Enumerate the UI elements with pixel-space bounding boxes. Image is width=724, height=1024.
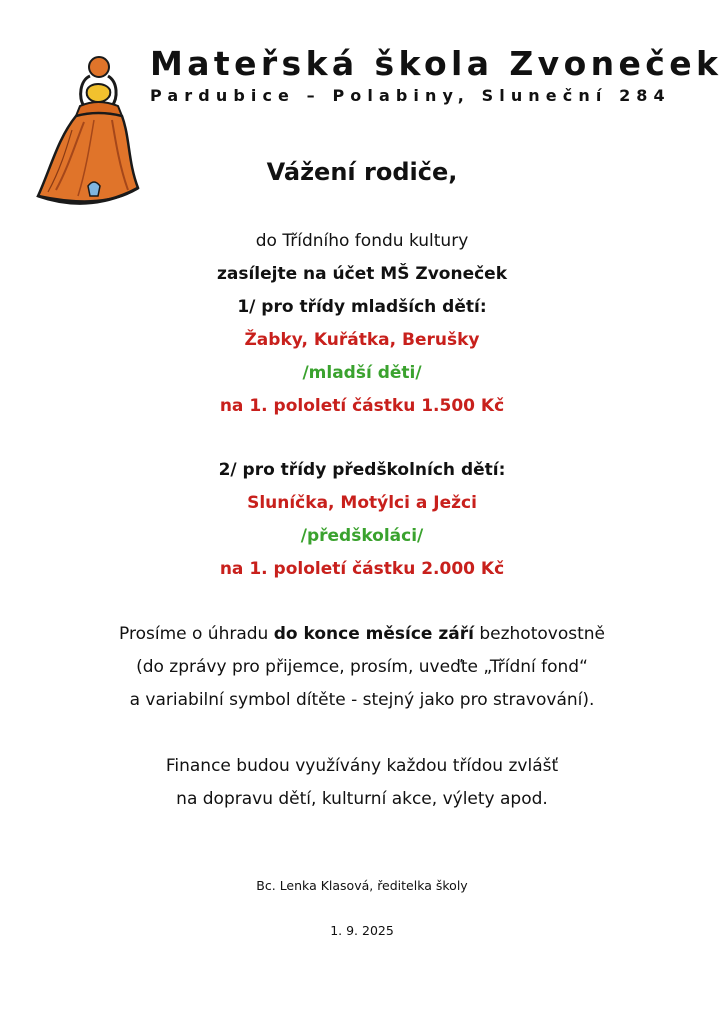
group2-heading: 2/ pro třídy předškolních dětí: (218, 460, 506, 480)
greeting: Vážení rodiče, (266, 158, 458, 186)
payment-line-1-end: bezhotovostně (473, 624, 605, 644)
group1-classes: Žabky, Kuřátka, Berušky (244, 330, 480, 350)
school-name: Mateřská škola Zvoneček (150, 44, 723, 83)
date: 1. 9. 2025 (330, 923, 394, 938)
group1-amount: na 1. pololetí částku 1.500 Kč (219, 396, 505, 416)
group1-heading: 1/ pro třídy mladších dětí: (237, 297, 487, 317)
finance-line-1: Finance budou využívány každou třídou zvlášť (165, 756, 559, 776)
payment-line-1 (0, 622, 724, 646)
group1-category: /mladší děti/ (302, 363, 422, 383)
group2-amount: na 1. pololetí částku 2.000 Kč (219, 559, 505, 579)
finance-line-2: na dopravu dětí, kulturní akce, výlety apod. (176, 789, 548, 809)
payment-line-2: (do zprávy pro přijemce, prosím, uveďte „Třídní fond“ (136, 657, 588, 677)
intro-line-1: do Třídního fondu kultury (255, 231, 469, 251)
group2-category: /předškoláci/ (300, 526, 424, 546)
intro-line-2: zasílejte na účet MŠ Zvoneček (216, 264, 508, 284)
payment-line-3: a variabilní symbol dítěte - stejný jako pro stravování). (129, 690, 595, 710)
payment-line-1-start: Prosíme o úhradu (119, 624, 274, 644)
school-address: Pardubice – Polabiny, Sluneční 284 (150, 86, 671, 105)
group2-classes: Sluníčka, Motýlci a Ježci (247, 493, 477, 513)
payment-deadline: do konce měsíce září (273, 624, 474, 644)
signature: Bc. Lenka Klasová, ředitelka školy (256, 878, 468, 893)
